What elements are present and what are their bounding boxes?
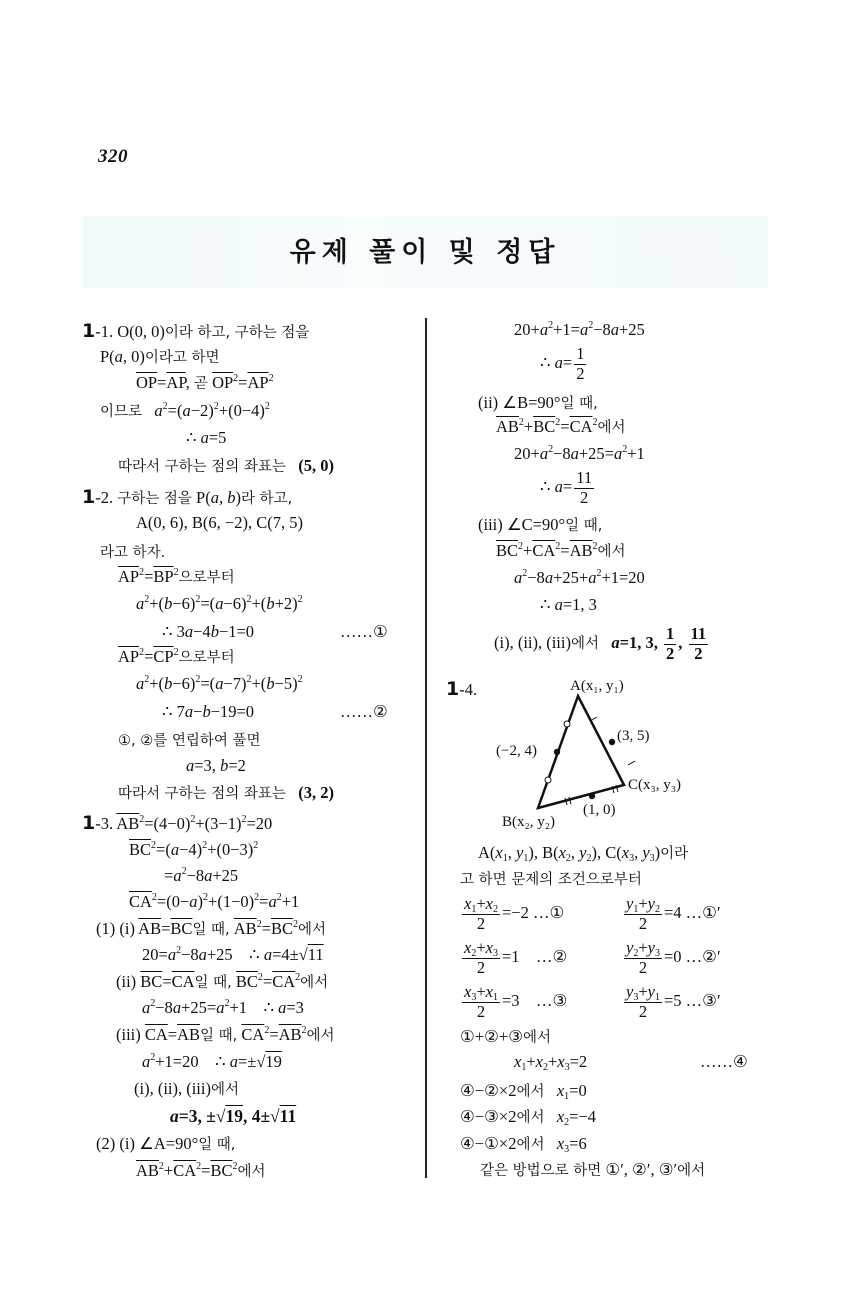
equation-line: a=3, b=2 <box>186 756 246 775</box>
equation-marker: ……① <box>340 622 388 641</box>
answer-line: 따라서 구하는 점의 좌표는 (5, 0) <box>118 456 335 475</box>
midpoint-bc-dot <box>589 793 595 799</box>
equation-line: ④−③×2에서 $x_2=-4$ <box>460 1107 597 1128</box>
vertex-a-label: A(x₁, y₁) <box>570 678 624 694</box>
problem-subnumber: -4. <box>459 680 478 699</box>
equation-line: $\overline{BC}^2+\overline{CA}^2=\overline{AB}^2$에서 <box>496 541 626 560</box>
problem-subnumber: -2. <box>95 488 114 507</box>
equation-line: ∴ 7a−b−19=0 <box>162 702 255 721</box>
answer: a=1, 3, $\frac{1}{2}$ , $\frac{11}{2}$ <box>611 624 707 663</box>
page-number: 320 <box>98 146 128 167</box>
equation-line: (iii) ∠C=90°일 때, <box>478 515 603 534</box>
equation-line: $\frac{x_3+x_1}{2}$ =3 …③ <box>464 982 568 1021</box>
text-line: P(a, 0)이라고 하면 <box>100 347 220 366</box>
equation-line: ④−①×2에서 $x_3=6$ <box>460 1134 587 1155</box>
equation-line: $\frac{x_2+x_3}{2}$ =1 …② <box>464 938 568 977</box>
equation-line: $20+a^2+1=a^2-8a+25$ <box>514 320 645 339</box>
text-line: 같은 방법으로 하면 ①′, ②′, ③′에서 <box>480 1160 706 1179</box>
equation-line: $\frac{x_1+x_2}{2}$ =−2 …① <box>464 894 565 933</box>
problem-number: 1 <box>82 486 96 508</box>
equation-line: $a^2+(b-6)^2=(a-7)^2+(b-5)^2$ <box>136 674 303 693</box>
problem-number: 1 <box>446 678 460 700</box>
text-line: O(0, 0)이라 하고, 구하는 점을 <box>117 322 310 341</box>
vertex-c-label: C(x₃, y₃) <box>628 777 681 793</box>
equation-marker: ……④ <box>700 1052 748 1071</box>
equation-line: (iii) $\overline{CA}=\overline{AB}$일 때, $\overline{CA}^2=\overline{AB}^2$에서 <box>116 1025 335 1044</box>
equation-line: $a^2+(b-6)^2=(a-6)^2+(b+2)^2$ <box>136 594 303 613</box>
answer-line: 따라서 구하는 점의 좌표는 (3, 2) <box>118 783 335 802</box>
equation-line: ④−②×2에서 $x_1=0$ <box>460 1081 587 1102</box>
problem-subnumber: -3. <box>95 814 114 833</box>
text-line: 고 하면 문제의 조건으로부터 <box>460 872 642 888</box>
equation-line: $\overline{CA}^2=(0-a)^2+(1-0)^2=a^2+1$ <box>129 892 300 911</box>
midpoint-ab-dot <box>554 749 560 755</box>
midpoint-ac-label: (3, 5) <box>617 728 650 744</box>
equation-line: (2) (i) ∠A=90°일 때, <box>96 1134 236 1153</box>
equation-line: $\frac{y_1+y_2}{2}$ =4 …①′ <box>626 894 721 933</box>
problem-subnumber: -1. <box>95 322 114 341</box>
equation-line: 이므로 $a^2=(a-2)^2+(0-4)^2$ <box>100 401 270 420</box>
equation-line: $\overline{AP}^2=\overline{CP}^2$으로부터 <box>118 647 235 666</box>
text-line: $A(x_1$, $y_1$), $B(x_2$, $y_2$), $C(x_3$, $y_3$)이라 <box>478 843 689 864</box>
equation-line: $\frac{y_2+y_3}{2}$ =0 …②′ <box>626 938 721 977</box>
equation-marker: ……② <box>340 702 388 721</box>
equation-line: ∴ a=5 <box>186 428 227 447</box>
equation-line: ∴ a=1, 3 <box>540 595 597 614</box>
equation-line: $20=a^2-8a+25$ ∴ a=4±√11 <box>142 945 324 964</box>
problem-number: 1 <box>82 320 96 342</box>
midpoint-ac-dot <box>609 739 615 745</box>
equation-line: $a^2+1=20$ ∴ a=±√19 <box>142 1052 282 1071</box>
equation-line: $20+a^2-8a+25=a^2+1$ <box>514 444 645 463</box>
answer: (5, 0) <box>298 456 335 475</box>
equation-line: ∴ 3a−4b−1=0 <box>162 622 255 641</box>
equation-line: $\overline{AP}^2=\overline{BP}^2$으로부터 <box>118 567 235 586</box>
answer: (3, 2) <box>298 783 335 802</box>
equation-line: (ii) $\overline{BC}=\overline{CA}$일 때, $\overline{BC}^2=\overline{CA}^2$에서 <box>116 972 329 991</box>
equation-line: $\overline{AB}^2+\overline{CA}^2=\overline{BC}^2$에서 <box>136 1161 266 1180</box>
equation-line: ∴ a= $\frac{11}{2}$ <box>540 468 593 507</box>
equation-line: $a^2-8a+25+a^2+1=20$ <box>514 568 645 587</box>
section-title: 유제 풀이 및 정답 <box>289 237 561 268</box>
equation-line: (1) (i) $\overline{AB}=\overline{BC}$일 때, $\overline{AB}^2=\overline{BC}^2$에서 <box>96 919 327 938</box>
equation-line: $\overline{OP}=\overline{AP}$, 곧 $\overline{OP}^2=\overline{AP}^2$ <box>136 373 274 392</box>
equation-line: (ii) ∠B=90°일 때, <box>478 393 598 412</box>
equation-line: $\overline{AB}^2+\overline{BC}^2=\overline{CA}^2$에서 <box>496 417 626 436</box>
equation-line: $=a^2-8a+25$ <box>164 866 239 885</box>
section-banner <box>82 216 768 288</box>
problem-number: 1 <box>82 812 96 834</box>
text-line: ①, ②를 연립하여 풀면 <box>118 733 261 749</box>
column-divider <box>425 318 427 1178</box>
text-line: ①+②+③에서 <box>460 1027 552 1046</box>
text-line: (i), (ii), (iii)에서 <box>134 1079 239 1098</box>
equation-line: $\overline{BC}^2=(a-4)^2+(0-3)^2$ <box>129 840 259 859</box>
equation-line: $a^2-8a+25=a^2+1$ ∴ a=3 <box>142 998 304 1017</box>
equation-line: $x_1+x_2+x_3=2$ <box>514 1052 588 1073</box>
answer: a=3, ±√19, 4±√11 <box>170 1106 297 1126</box>
triangle-figure <box>480 668 740 833</box>
answer-line: (i), (ii), (iii)에서 a=1, 3, $\frac{1}{2}$ , $\frac{11}{2}$ <box>494 626 710 662</box>
equation-line: $\frac{y_3+y_1}{2}$ =5 …③′ <box>626 982 721 1021</box>
midpoint-bc-label: (1, 0) <box>583 802 616 818</box>
equation-line: ∴ a= $\frac{1}{2}$ <box>540 344 585 383</box>
text-line: 라고 하자. <box>100 545 166 561</box>
vertex-b-label: B(x₂, y₂) <box>502 814 555 830</box>
text-line: A(0, 6), B(6, −2), C(7, 5) <box>136 513 303 532</box>
midpoint-ab-label: (−2, 4) <box>496 743 537 759</box>
